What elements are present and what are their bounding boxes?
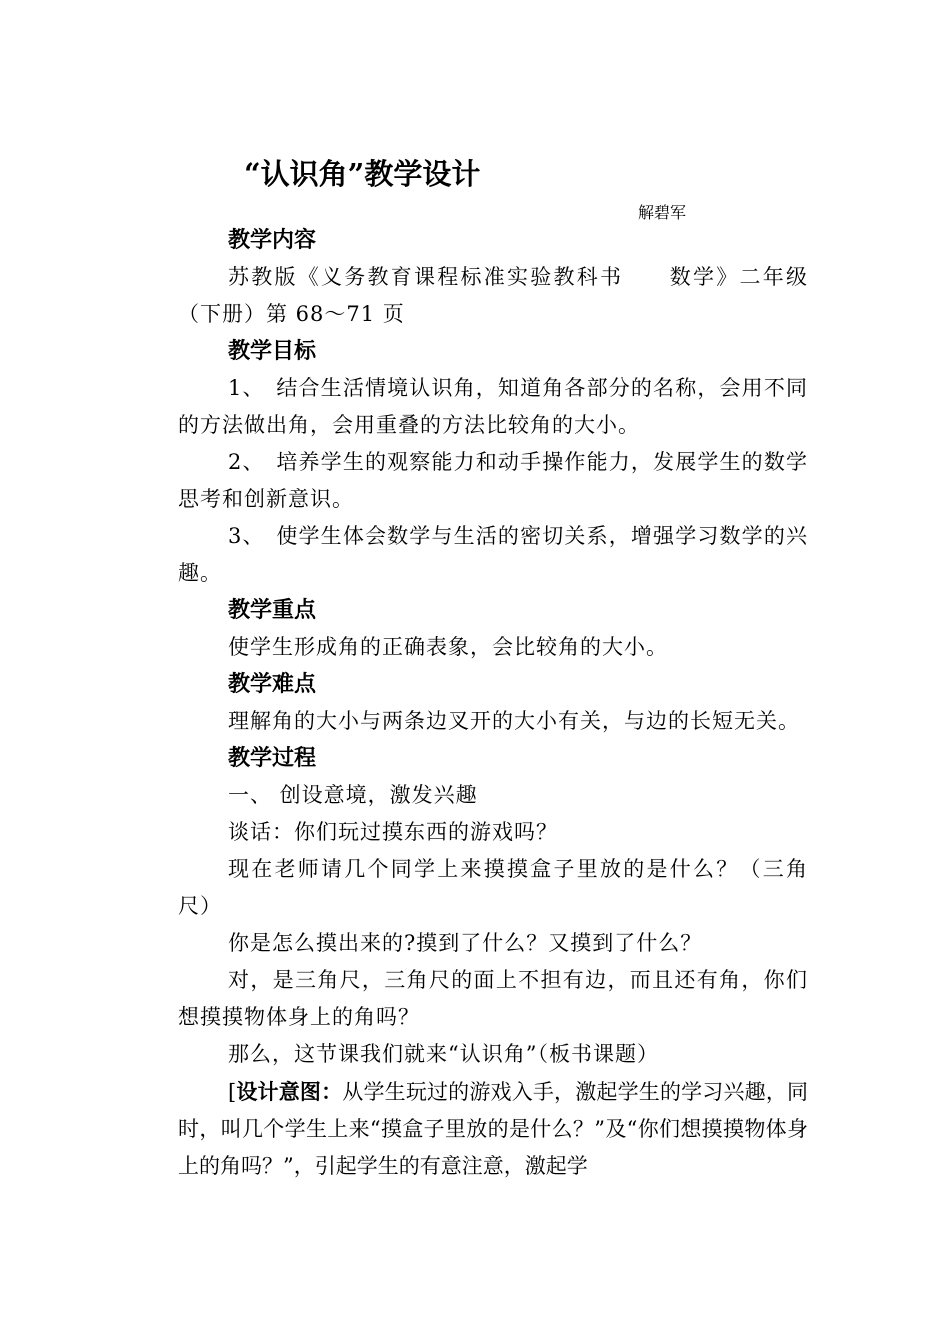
paragraph: 理解角的大小与两条边叉开的大小有关，与边的长短无关。 [228,709,800,733]
author-name: 解碧军 [638,203,687,222]
document-body [178,222,808,1185]
design-intent-note [178,1073,808,1185]
paragraph: 使学生形成角的正确表象，会比较角的大小。 [228,635,668,659]
section-heading-key-points: 教学重点 [228,597,317,623]
paragraph: 你是怎么摸出来的?摸到了什么？又摸到了什么？ [228,931,703,955]
paragraph: 对，是三角尺，三角尺的面上不担有边，而且还有角，你们想摸摸物体身上的角吗？ [178,968,808,1029]
paragraph: 现在老师请几个同学上来摸摸盒子里放的是什么？（三角尺） [178,857,808,918]
section-heading-objectives: 教学目标 [228,338,317,364]
process-step-heading: 一、 创设意境，激发兴趣 [228,783,478,807]
design-intent-text: 从学生玩过的游戏入手，激起学生的学习兴趣，同时，叫几个学生上来“摸盒子里放的是什么？”及“你们想摸摸物体身上的角吗？”，引起学生的有意注意，激起学 [178,1080,809,1178]
objective-item-2: 2、 培养学生的观察能力和动手操作能力，发展学生的数学思考和创新意识。 [178,450,808,511]
objective-item-1: 1、 结合生活情境认识角，知道角各部分的名称，会用不同的方法做出角，会用重叠的方法比较角的大小。 [178,376,808,437]
design-intent-label: 设计意图： [236,1079,343,1104]
objective-item-3: 3、 使学生体会数学与生活的密切关系，增强学习数学的兴趣。 [178,524,808,585]
section-heading-process: 教学过程 [228,745,317,771]
note-bracket: [ [228,1080,237,1104]
paragraph: 那么，这节课我们就来“认识角”（板书课题） [228,1042,659,1066]
paragraph: 苏教版《义务教育课程标准实验教科书 数学》二年级（下册）第 68～71 页 [178,265,808,326]
paragraph: 谈话：你们玩过摸东西的游戏吗？ [228,820,558,844]
section-heading-content: 教学内容 [228,227,317,253]
document-title: “认识角”教学设计 [244,157,481,191]
section-heading-difficulties: 教学难点 [228,671,317,697]
